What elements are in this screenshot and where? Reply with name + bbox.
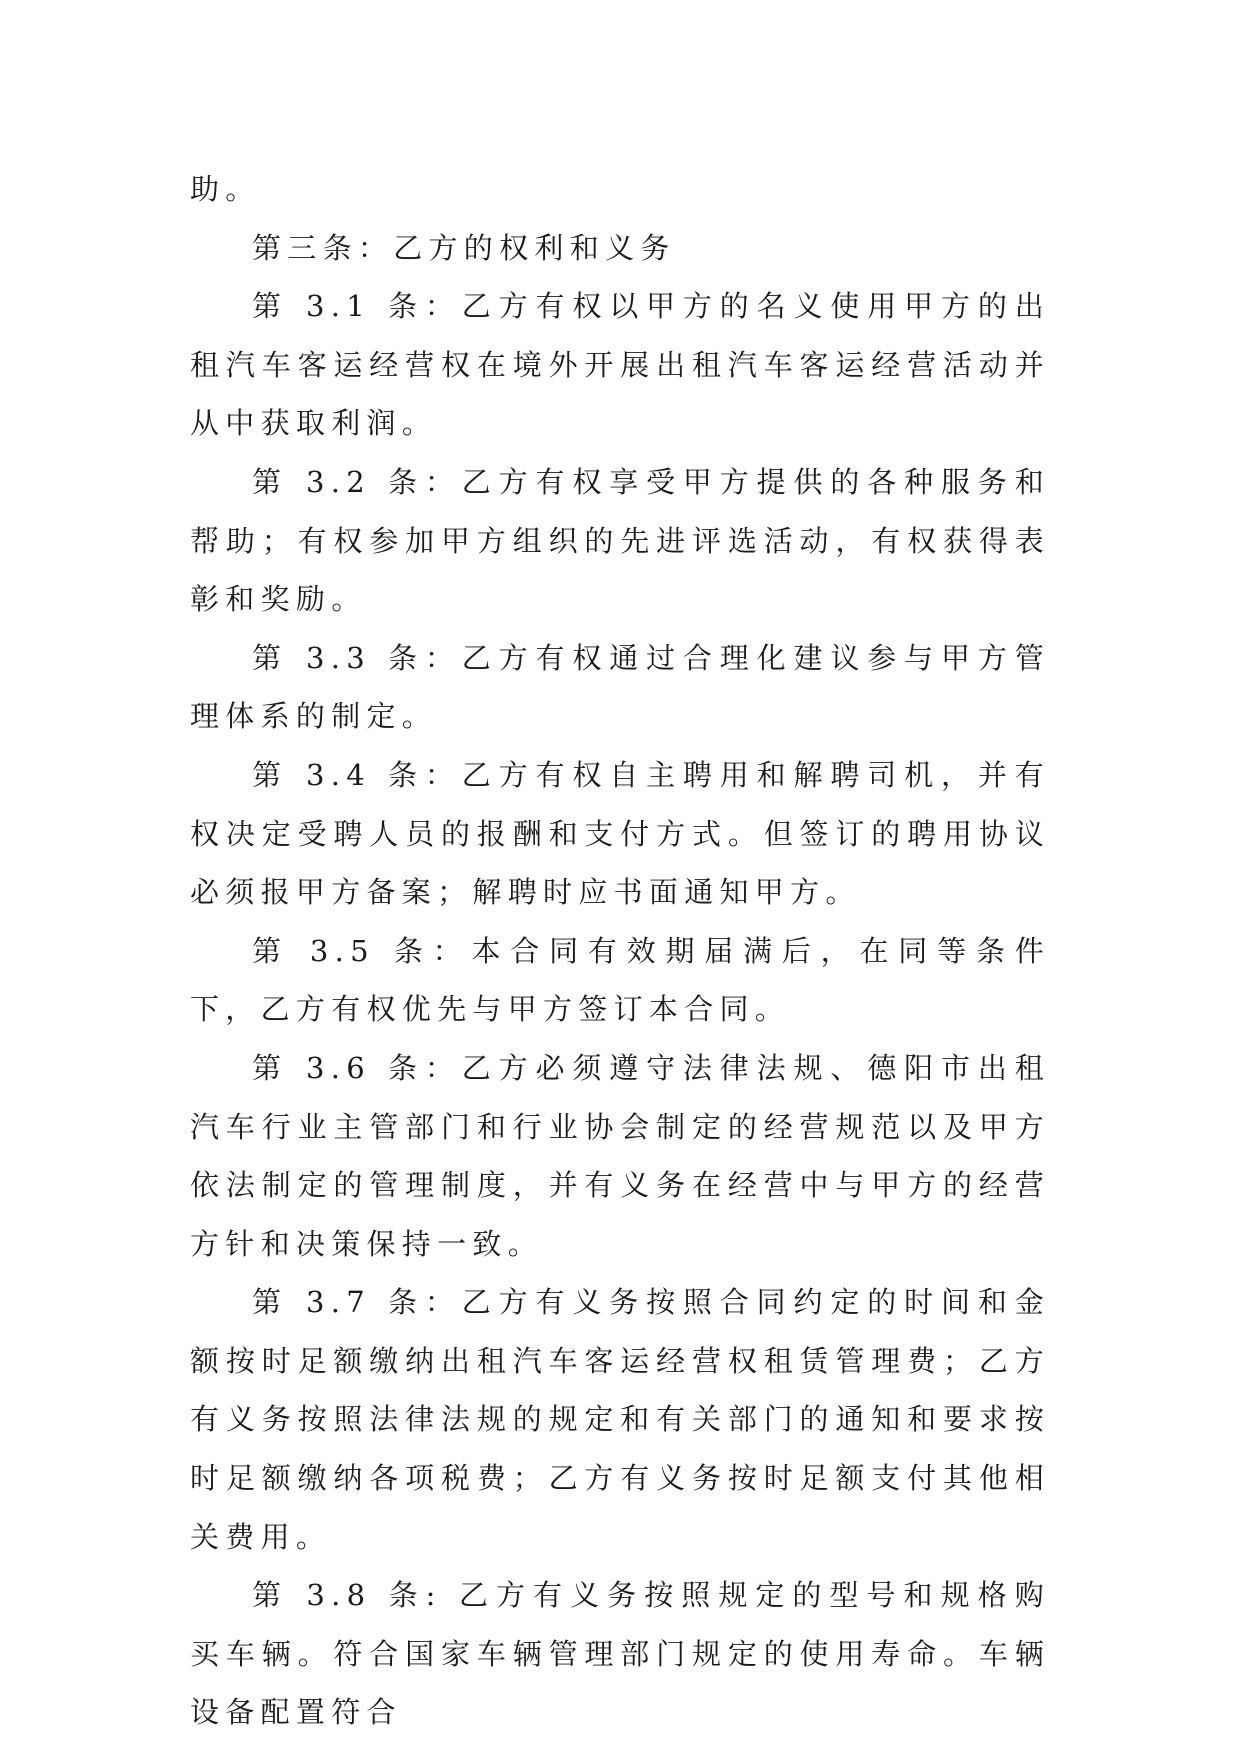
clause-3-1: 第 3.1 条：乙方有权以甲方的名义使用甲方的出租汽车客运经营权在境外开展出租汽车客运经营活动并从中获取利润。 [190, 289, 1050, 441]
clause-3-2: 第 3.2 条：乙方有权享受甲方提供的各种服务和帮助；有权参加甲方组织的先进评选活动，有权获得表彰和奖励。 [190, 464, 1050, 617]
clause-3-6: 第 3.6 条：乙方必须遵守法律法规、德阳市出租汽车行业主管部门和行业协会制定的经营规范以及甲方依法制定的管理制度，并有义务在经营中与甲方的经营方针和决策保持一致。 [190, 1050, 1050, 1261]
clause-3-8: 第 3.8 条: 乙方有义务按照规定的型号和规格购买车辆。符合国家车辆管理部门规定的使用寿命。车辆设备配置符合 [190, 1578, 1050, 1730]
section-heading-article-3: 第三条：乙方的权利和义务 [252, 230, 676, 265]
clause-3-3: 第 3.3 条：乙方有权通过合理化建议参与甲方管理体系的制定。 [190, 640, 1050, 734]
clause-3-4: 第 3.4 条：乙方有权自主聘用和解聘司机，并有权决定受聘人员的报酬和支付方式。但签订的聘用协议必须报甲方备案；解聘时应书面通知甲方。 [190, 757, 1050, 910]
document-body [190, 160, 1050, 1742]
paragraph-continuation: 助。 [190, 172, 261, 206]
clause-3-5: 第 3.5 条：本合同有效期届满后，在同等条件下，乙方有权优先与甲方签订本合同。 [190, 933, 1050, 1027]
clause-3-7: 第 3.7 条：乙方有义务按照合同约定的时间和金额按时足额缴纳出租汽车客运经营权租赁管理费；乙方有义务按照法律法规的规定和有关部门的通知和要求按时足额缴纳各项税费；乙方有义务按时足额支付其他相关费用。 [190, 1285, 1050, 1554]
